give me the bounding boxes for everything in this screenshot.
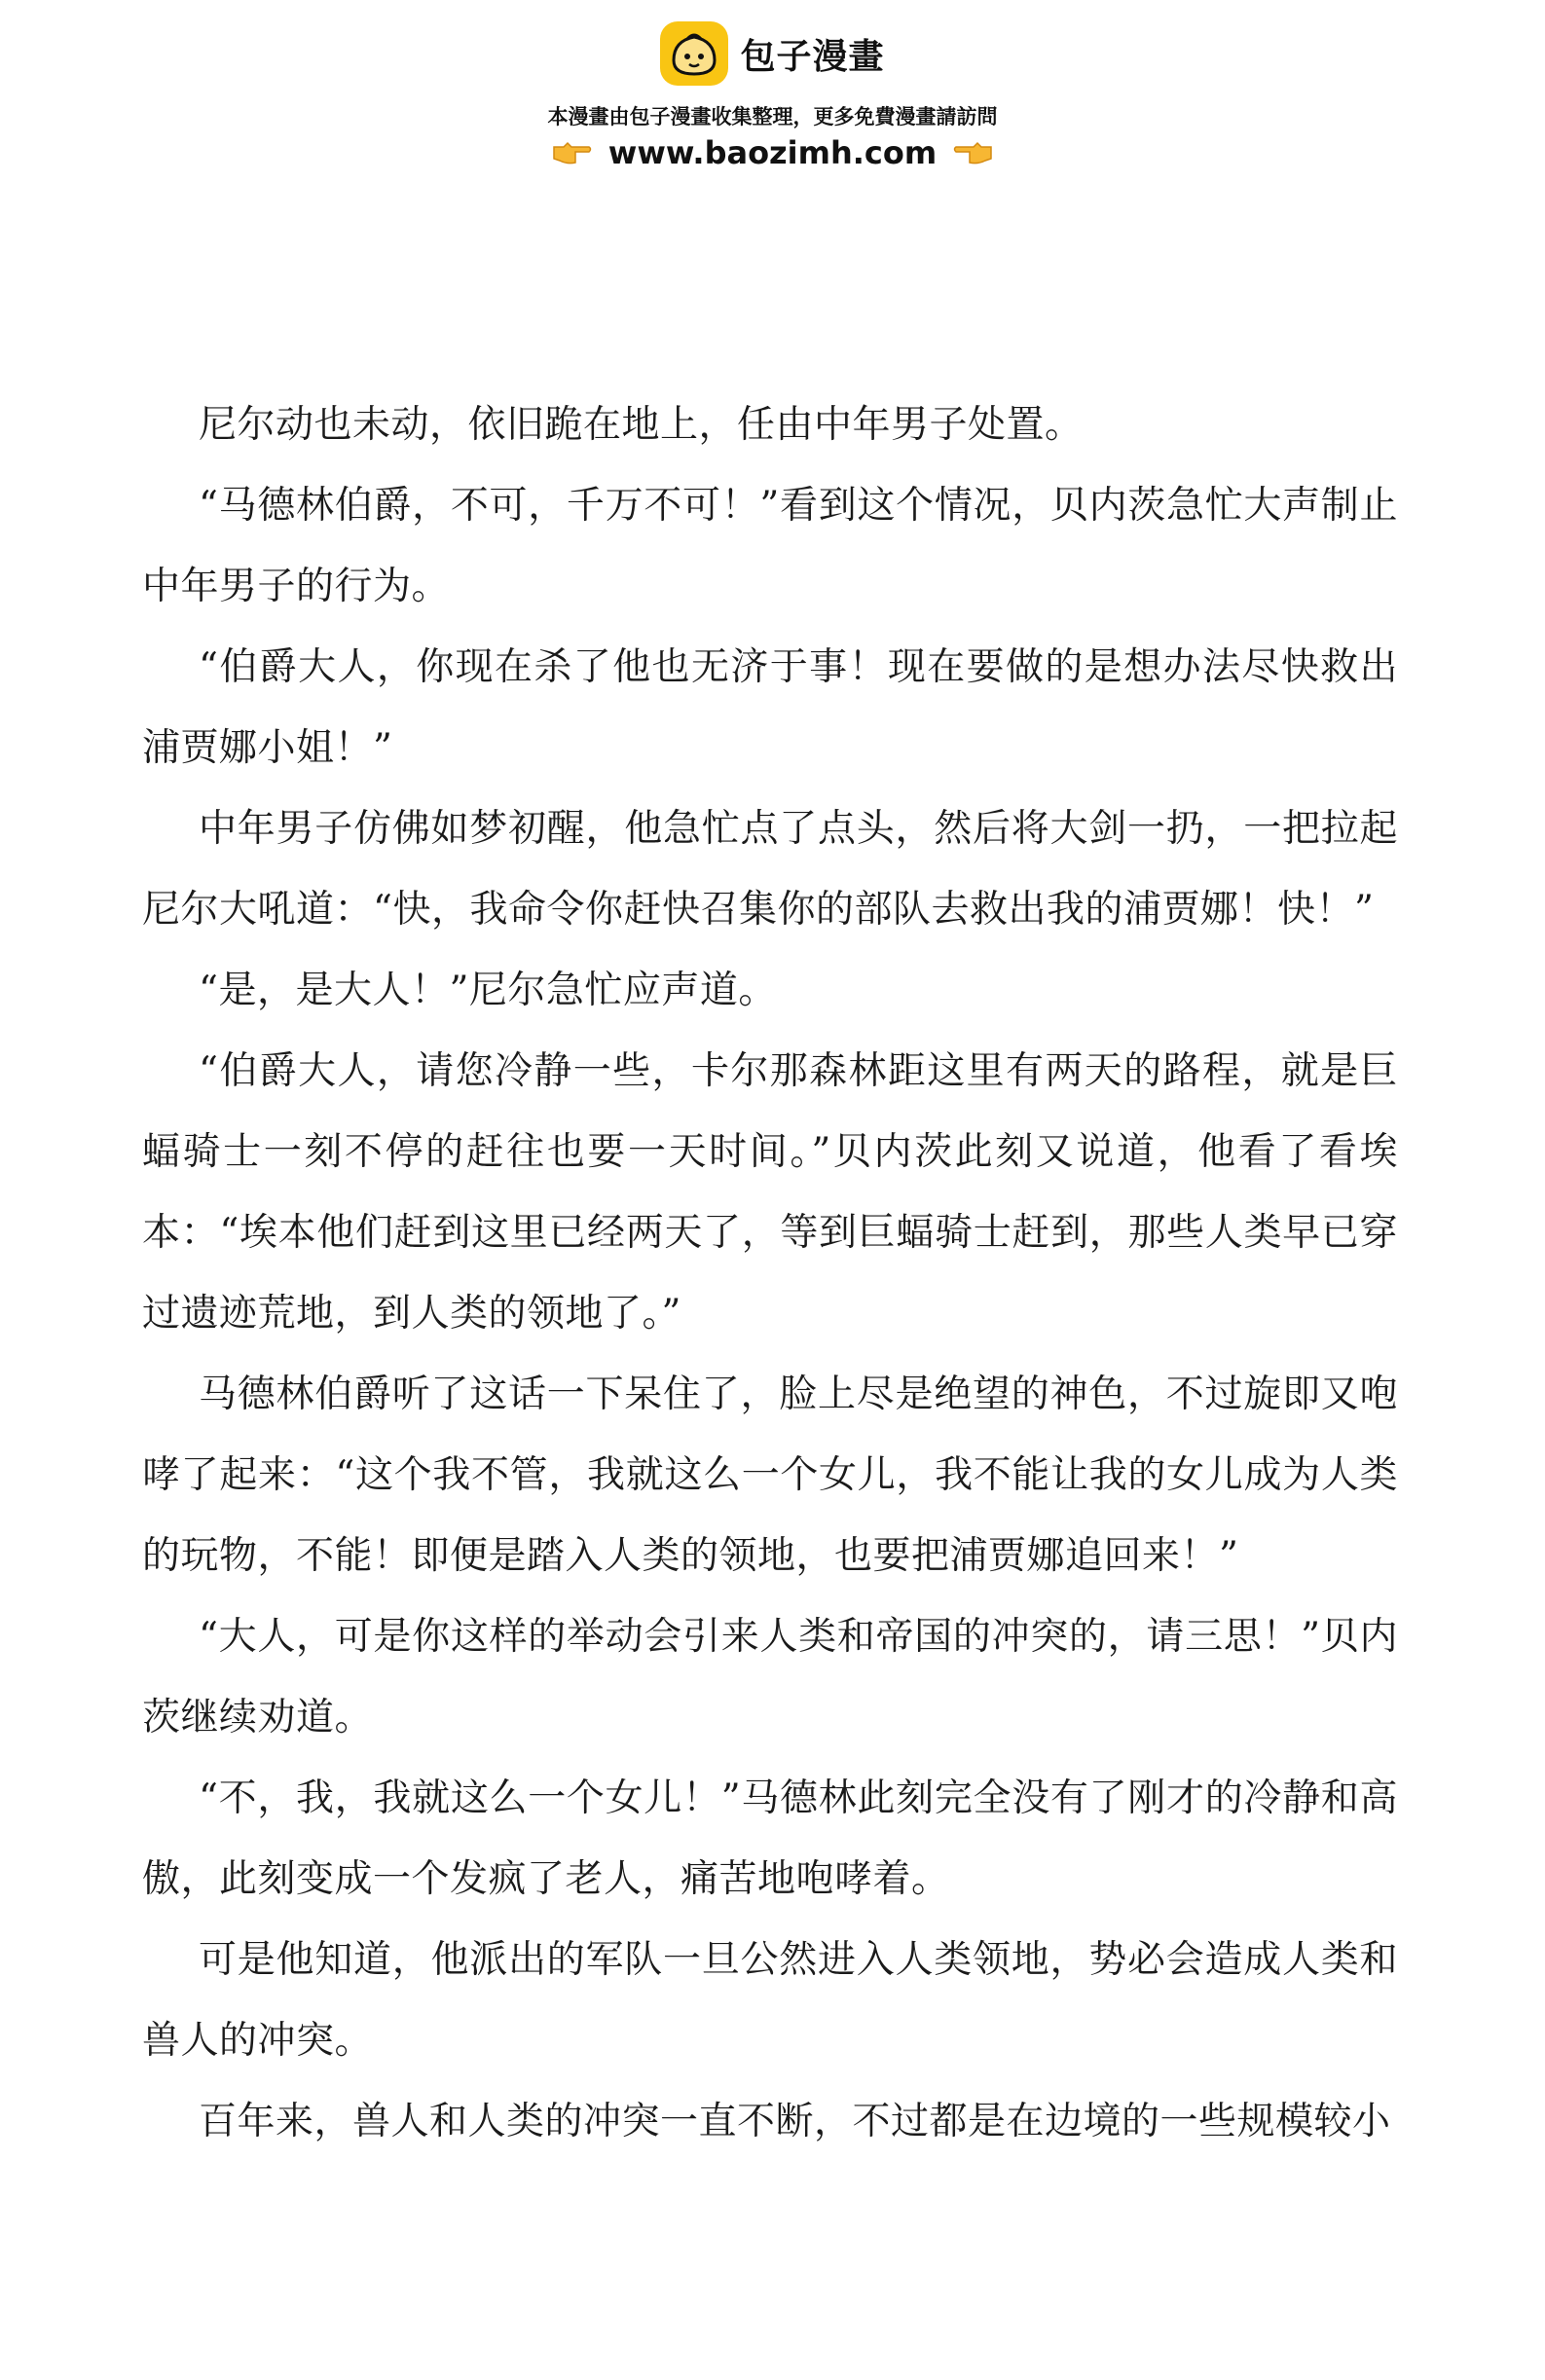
paragraph: 可是他知道，他派出的军队一旦公然进入人类领地，势必会造成人类和兽人的冲突。 — [142, 1938, 1398, 2063]
url-row — [0, 134, 1545, 171]
paragraph: “伯爵大人，你现在杀了他也无济于事！现在要做的是想办法尽快救出浦贾娜小姐！” — [142, 645, 1398, 770]
paragraph: 百年来，兽人和人类的冲突一直不断，不过都是在边境的一些规模较小 — [199, 2100, 1391, 2143]
tagline: 本漫畫由包子漫畫收集整理，更多免費漫畫請訪問 — [547, 105, 998, 128]
paragraph: 尼尔动也未动，依旧跪在地上，任由中年男子处置。 — [199, 403, 1084, 447]
paragraph: “大人，可是你这样的举动会引来人类和帝国的冲突的，请三思！”贝内茨继续劝道。 — [142, 1615, 1398, 1739]
paragraph: 马德林伯爵听了这话一下呆住了，脸上尽是绝望的神色，不过旋即又咆哮了起来：“这个我不管，我就这么一个女儿，我不能让我的女儿成为人类的玩物，不能！即便是踏入人类的领地，也要把浦贾娜追回来！” — [142, 1373, 1398, 1578]
pointing-left-hand-icon — [952, 139, 995, 166]
paragraph: “不，我，我就这么一个女儿！”马德林此刻完全没有了刚才的冷静和高傲，此刻变成一个发疯了老人，痛苦地咆哮着。 — [142, 1776, 1398, 1901]
pointing-right-hand-icon — [550, 139, 593, 166]
site-url-link[interactable]: www.baozimh.com — [607, 134, 938, 171]
paragraph: 中年男子仿佛如梦初醒，他急忙点了点头，然后将大剑一扔，一把拉起尼尔大吼道：“快，我命令你赶快召集你的部队去救出我的浦贾娜！快！” — [142, 807, 1398, 932]
watermark-header — [0, 0, 1545, 195]
bun-face-icon — [660, 21, 728, 86]
brand-name: 包子漫畫 — [740, 36, 885, 77]
paragraph: “是，是大人！”尼尔急忙应声道。 — [199, 969, 777, 1012]
novel-text — [142, 384, 1398, 2162]
paragraph: “马德林伯爵，不可，千万不可！”看到这个情况，贝内茨急忙大声制止中年男子的行为。 — [142, 484, 1398, 608]
brand — [0, 21, 1545, 86]
paragraph: “伯爵大人，请您冷静一些，卡尔那森林距这里有两天的路程，就是巨蝠骑士一刻不停的赶往也要一天时间。”贝内茨此刻又说道，他看了看埃本：“埃本他们赶到这里已经两天了，等到巨蝠骑士赶到，那些人类早已穿过遗迹荒地，到人类的领地了。” — [142, 1049, 1398, 1336]
